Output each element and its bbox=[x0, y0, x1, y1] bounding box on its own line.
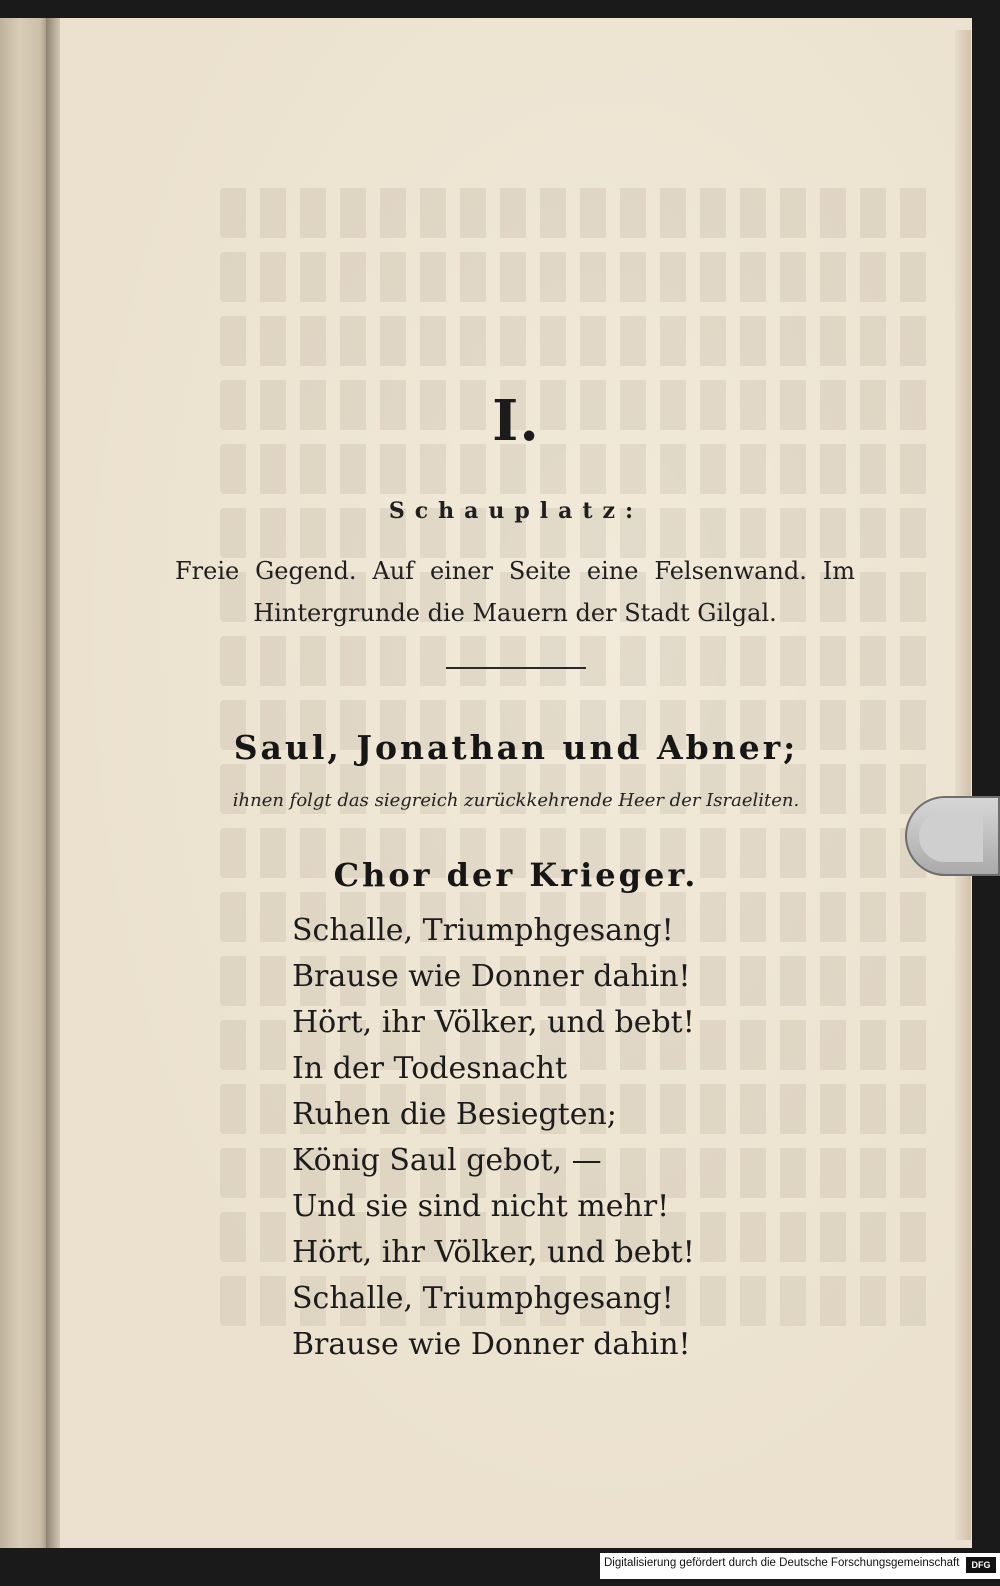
page-turn-tab[interactable] bbox=[905, 796, 1000, 876]
tab-inner bbox=[919, 810, 983, 862]
verse-line: Brause wie Donner dahin! bbox=[292, 959, 691, 994]
verse-line: Und sie sind nicht mehr! bbox=[292, 1189, 670, 1224]
right-page-edge bbox=[955, 30, 971, 1540]
verse-line: Schalle, Triumphgesang! bbox=[292, 913, 674, 948]
footer-credit-bar bbox=[600, 1553, 1000, 1579]
verse-line: Brause wie Donner dahin! bbox=[292, 1327, 691, 1362]
verse-line: Schalle, Triumphgesang! bbox=[292, 1281, 674, 1316]
chorus-heading: Chor der Krieger. bbox=[333, 856, 699, 894]
scene-description: Freie Gegend. Auf einer Seite eine Felsenwand. Im Hintergrunde die Mauern der Stadt Gilgal. bbox=[175, 557, 855, 627]
section-numeral: I. bbox=[492, 388, 540, 454]
verse-lines bbox=[292, 908, 695, 1368]
dfg-logo-icon: DFG bbox=[966, 1557, 996, 1573]
verse-line: In der Todesnacht bbox=[292, 1051, 568, 1086]
left-page-edge bbox=[0, 18, 50, 1548]
scene-label: Schauplatz: bbox=[388, 498, 644, 524]
verse-line: Hört, ihr Völker, und bebt! bbox=[292, 1235, 695, 1270]
book-page bbox=[60, 18, 972, 1548]
verse-line: König Saul gebot, — bbox=[292, 1143, 602, 1178]
stage-direction: ihnen folgt das siegreich zurückkehrende Heer der Israeliten. bbox=[232, 790, 800, 811]
verse-line: Hört, ihr Völker, und bebt! bbox=[292, 1005, 695, 1040]
funding-credit: Digitalisierung gefördert durch die Deutsche Forschungsgemeinschaft bbox=[604, 1557, 960, 1569]
verse-line: Ruhen die Besiegten; bbox=[292, 1097, 617, 1132]
divider-rule bbox=[446, 667, 586, 669]
characters-heading: Saul, Jonathan und Abner; bbox=[233, 728, 799, 767]
